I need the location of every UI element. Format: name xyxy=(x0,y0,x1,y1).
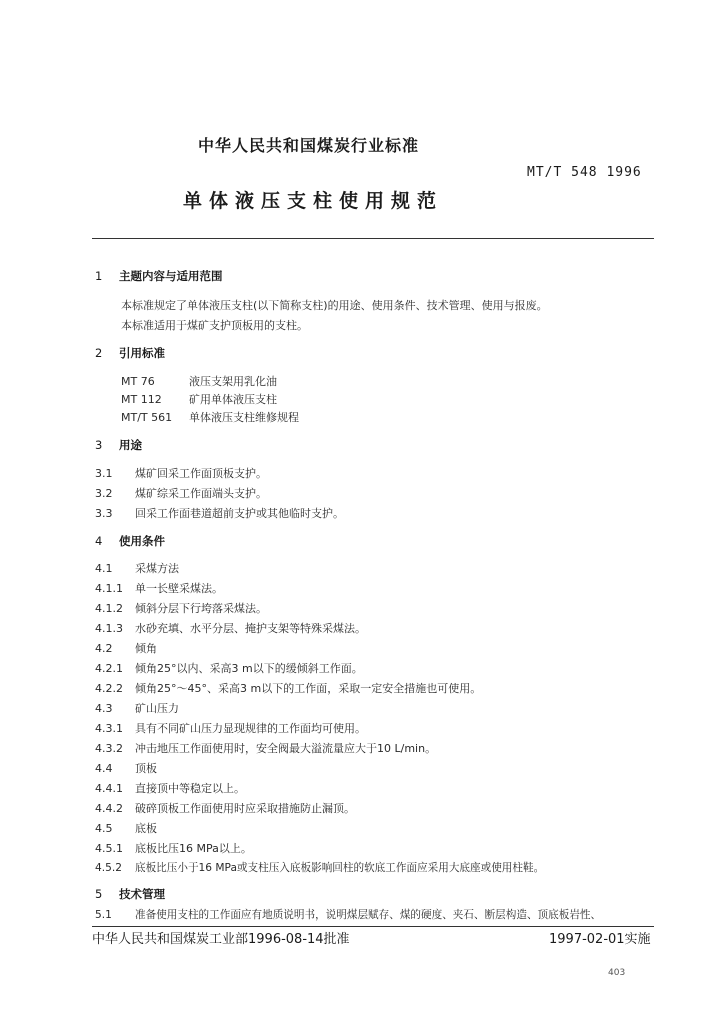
clause-text: 倾角25°～45°、采高3 m以下的工作面，采取一定安全措施也可使用。 xyxy=(135,682,482,695)
clause-text: 水砂充填、水平分层、掩护支架等特殊采煤法。 xyxy=(135,622,366,635)
clause-number: 4.1.3 xyxy=(95,622,123,635)
section-5-heading xyxy=(95,886,165,902)
clause-text: 煤矿回采工作面顶板支护。 xyxy=(135,467,267,480)
clause-item xyxy=(95,800,355,816)
section-4-heading xyxy=(95,533,165,549)
section-number: 2 xyxy=(95,346,103,360)
clause-number: 4.3.1 xyxy=(95,722,123,735)
section-title: 技术管理 xyxy=(119,887,165,901)
clause-number: 4.5.2 xyxy=(95,862,122,874)
clause-text: 底板比压16 MPa以上。 xyxy=(135,842,252,855)
approval-note: 中华人民共和国煤炭工业部1996-08-14批准 xyxy=(92,932,350,947)
clause-number: 4.1.2 xyxy=(95,602,123,615)
clause-text: 顶板 xyxy=(135,762,157,775)
clause-item xyxy=(95,860,544,875)
section-title: 主题内容与适用范围 xyxy=(119,269,223,283)
reference-code: MT 76 xyxy=(121,375,155,388)
clause-item xyxy=(95,505,344,521)
clause-item xyxy=(95,680,481,696)
clause-item xyxy=(95,485,267,501)
clause-item xyxy=(95,820,157,836)
clause-item xyxy=(95,720,366,736)
section-number: 3 xyxy=(95,438,103,452)
section-title: 使用条件 xyxy=(119,534,165,548)
clause-number: 5.1 xyxy=(95,909,112,921)
industry-standard-heading: 中华人民共和国煤炭行业标准 xyxy=(198,136,420,155)
clause-item xyxy=(95,600,267,616)
clause-item xyxy=(95,740,436,756)
clause-item xyxy=(95,907,601,922)
clause-item xyxy=(95,660,363,676)
clause-item xyxy=(95,580,223,596)
section-number: 1 xyxy=(95,269,103,283)
clause-number: 3.1 xyxy=(95,467,113,480)
clause-text: 矿山压力 xyxy=(135,702,179,715)
document-title: 单体液压支柱使用规范 xyxy=(183,190,444,212)
reference-code: MT 112 xyxy=(121,393,162,406)
clause-item xyxy=(95,840,252,856)
clause-item xyxy=(95,620,366,636)
clause-number: 4.2.1 xyxy=(95,662,123,675)
clause-text: 直接顶中等稳定以上。 xyxy=(135,782,245,795)
clause-item xyxy=(95,760,157,776)
page-number: 403 xyxy=(608,968,626,978)
clause-text: 煤矿综采工作面端头支护。 xyxy=(135,487,267,500)
clause-item xyxy=(95,465,267,481)
clause-number: 4.1.1 xyxy=(95,582,123,595)
clause-text: 倾斜分层下行垮落采煤法。 xyxy=(135,602,267,615)
clause-item xyxy=(95,640,157,656)
clause-number: 3.3 xyxy=(95,507,113,520)
section-1-heading xyxy=(95,268,223,284)
clause-text: 具有不同矿山压力显现规律的工作面均可使用。 xyxy=(135,722,366,735)
reference-name: 单体液压支柱维修规程 xyxy=(189,411,299,424)
clause-text: 倾角 xyxy=(135,642,157,655)
clause-number: 4.4.1 xyxy=(95,782,123,795)
clause-number: 4.4.2 xyxy=(95,802,123,815)
clause-number: 4.5 xyxy=(95,822,113,835)
clause-text: 底板比压小于16 MPa或支柱压入底板影响回柱的软底工作面应采用大底座或使用柱鞋。 xyxy=(135,862,545,874)
header-divider xyxy=(92,238,654,239)
clause-text: 单一长壁采煤法。 xyxy=(135,582,223,595)
reference-name: 液压支架用乳化油 xyxy=(189,375,277,388)
clause-number: 4.2 xyxy=(95,642,113,655)
implementation-date: 1997-02-01实施 xyxy=(549,932,651,947)
reference-code: MT/T 561 xyxy=(121,411,173,424)
section-number: 5 xyxy=(95,887,103,901)
reference-item xyxy=(121,409,299,425)
section-title: 用途 xyxy=(119,438,142,452)
clause-number: 4.5.1 xyxy=(95,842,123,855)
reference-item xyxy=(121,373,277,389)
clause-number: 4.4 xyxy=(95,762,113,775)
section-2-heading xyxy=(95,345,165,361)
clause-number: 4.1 xyxy=(95,562,113,575)
clause-number: 4.3 xyxy=(95,702,113,715)
section-title: 引用标准 xyxy=(119,346,165,360)
clause-text: 回采工作面巷道超前支护或其他临时支护。 xyxy=(135,507,344,520)
footer-divider xyxy=(92,926,654,927)
clause-item xyxy=(95,560,179,576)
clause-text: 准备使用支柱的工作面应有地质说明书，说明煤层赋存、煤的硬度、夹石、断层构造、顶底板岩性、 xyxy=(135,909,602,921)
clause-text: 采煤方法 xyxy=(135,562,179,575)
section-number: 4 xyxy=(95,534,103,548)
clause-number: 3.2 xyxy=(95,487,113,500)
clause-text: 倾角25°以内、采高3 m以下的缓倾斜工作面。 xyxy=(135,662,363,675)
clause-number: 4.3.2 xyxy=(95,742,123,755)
clause-text: 底板 xyxy=(135,822,157,835)
section-1-paragraph-2: 本标准适用于煤矿支护顶板用的支柱。 xyxy=(121,319,308,332)
section-3-heading xyxy=(95,437,142,453)
reference-item xyxy=(121,391,277,407)
clause-text: 冲击地压工作面使用时，安全阀最大溢流量应大于10 L/min。 xyxy=(135,742,437,755)
clause-item xyxy=(95,780,245,796)
clause-text: 破碎顶板工作面使用时应采取措施防止漏顶。 xyxy=(135,802,355,815)
reference-name: 矿用单体液压支柱 xyxy=(189,393,277,406)
section-1-paragraph-1: 本标准规定了单体液压支柱(以下简称支柱)的用途、使用条件、技术管理、使用与报废。 xyxy=(121,299,548,312)
clause-number: 4.2.2 xyxy=(95,682,123,695)
clause-item xyxy=(95,700,179,716)
standard-code: MT/T 548 1996 xyxy=(527,165,642,180)
